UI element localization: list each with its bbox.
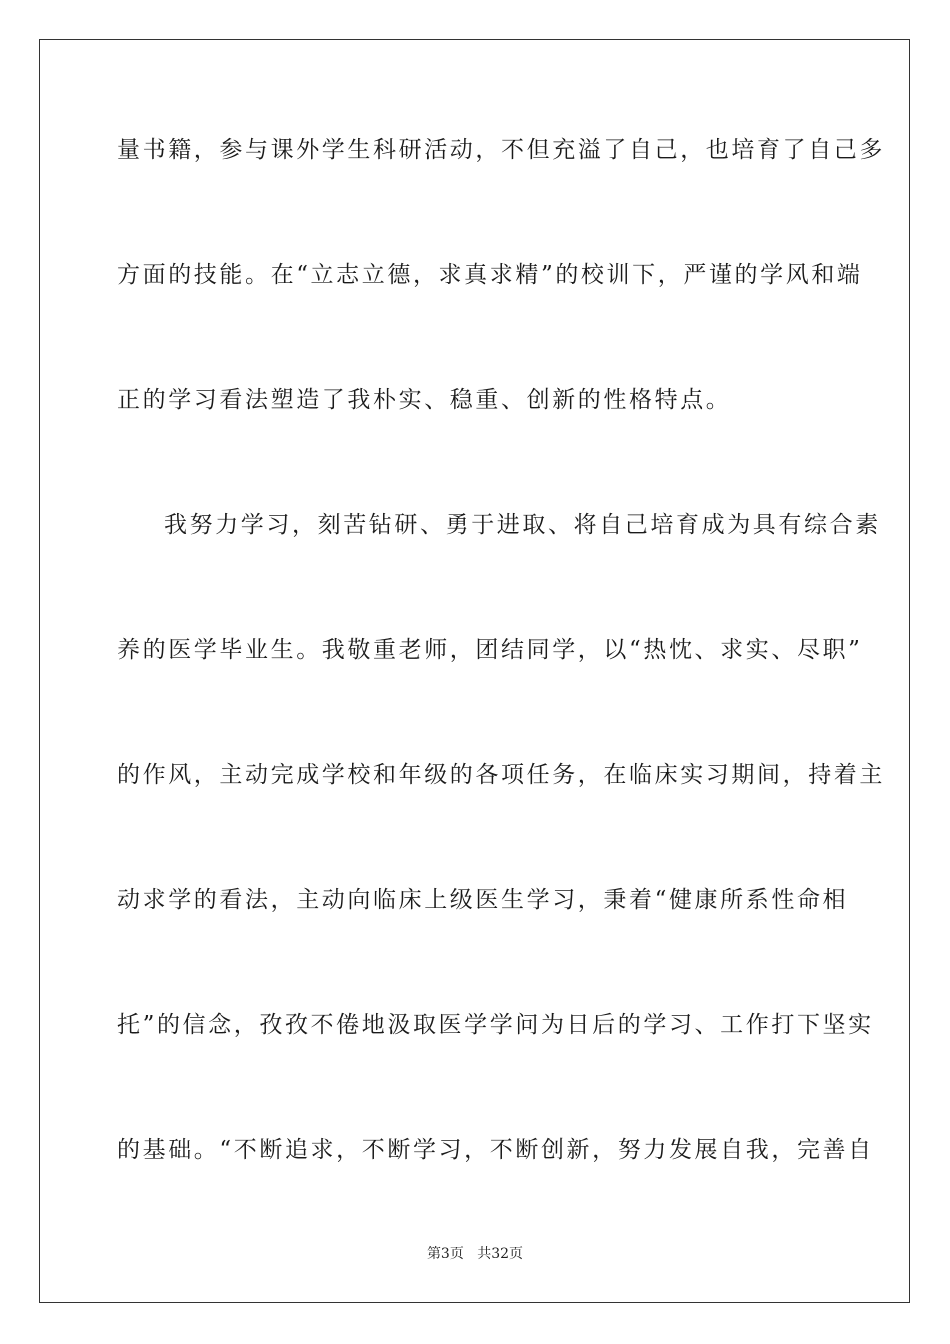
paragraph-line: 方面的技能。在“立志立德，求真求精”的校训下，严谨的学风和端 [117, 262, 863, 288]
page-border [39, 39, 910, 1303]
paragraph-line: 的作风，主动完成学校和年级的各项任务，在临床实习期间，持着主 [117, 762, 885, 788]
total-pages: 共32页 [477, 1246, 524, 1262]
page-footer [0, 1245, 950, 1263]
paragraph-line: 量书籍，参与课外学生科研活动，不但充溢了自己，也培育了自己多 [117, 137, 885, 163]
paragraph-line: 正的学习看法塑造了我朴实、稳重、创新的性格特点。 [117, 387, 732, 413]
paragraph-line: 托”的信念，孜孜不倦地汲取医学学问为日后的学习、工作打下坚实 [117, 1012, 874, 1038]
page-number: 第3页 [426, 1246, 464, 1262]
paragraph-line: 养的医学毕业生。我敬重老师，团结同学，以“热忱、求实、尽职” [117, 637, 863, 663]
paragraph-line-indented: 我努力学习，刻苦钻研、勇于进取、将自己培育成为具有综合素 [164, 512, 881, 538]
paragraph-line: 动求学的看法，主动向临床上级医生学习，秉着“健康所系性命相 [117, 887, 849, 913]
paragraph-line: 的基础。“不断追求，不断学习，不断创新，努力发展自我，完善自 [117, 1137, 874, 1163]
